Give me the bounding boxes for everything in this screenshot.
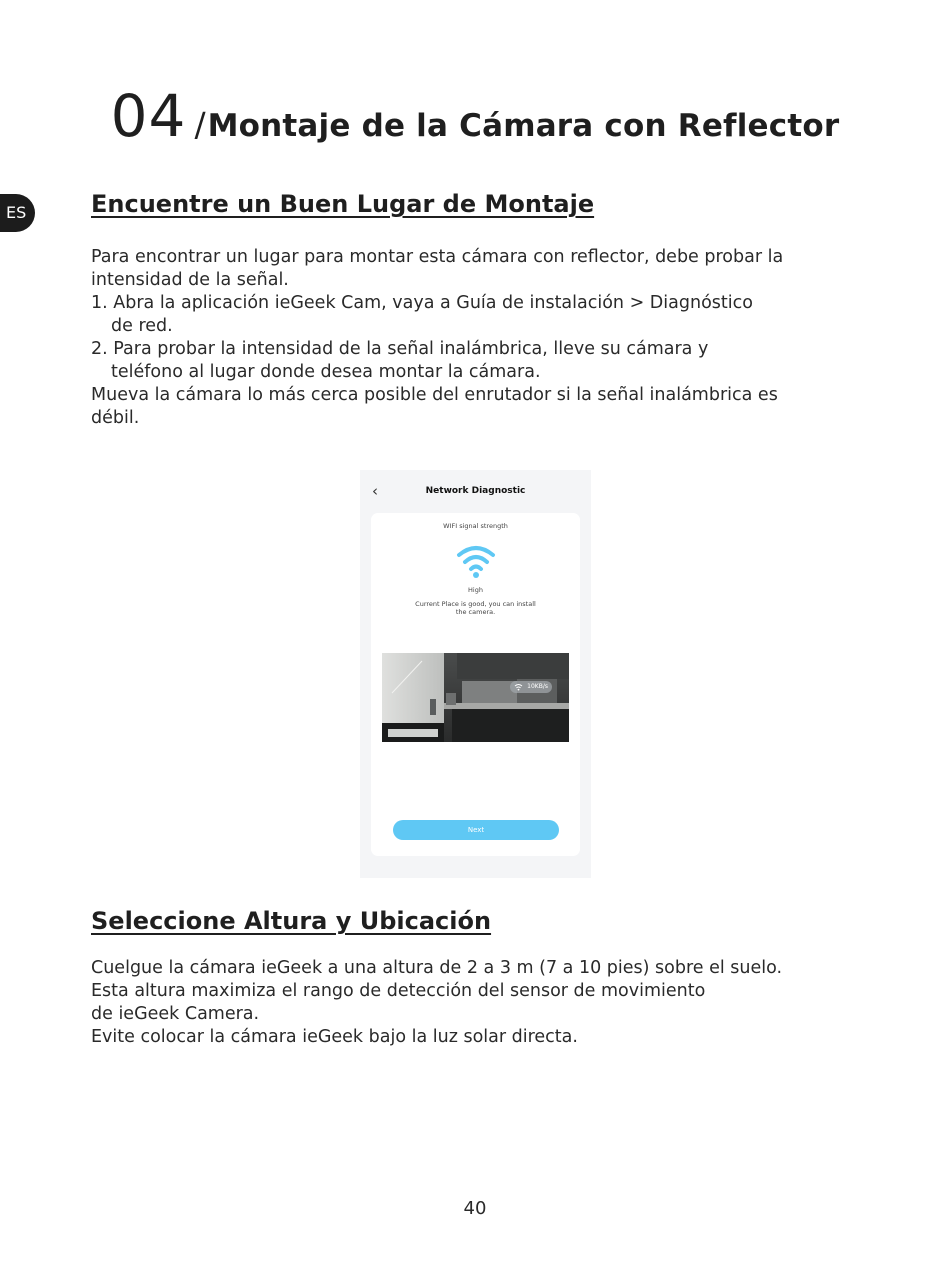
text-line: de ieGeek Camera. [91, 1004, 260, 1024]
signal-level: High [468, 586, 483, 594]
page-number: 40 [463, 1198, 487, 1219]
signal-strength-label: WIFI signal strength [443, 522, 508, 530]
diagnostic-card [371, 513, 580, 856]
section-body-mounting-place [91, 246, 881, 430]
list-item-2: 2. Para probar la intensidad de la señal inalámbrica, lleve su cámara y [91, 339, 709, 359]
section-body-height-location [91, 957, 881, 1049]
list-item-1-cont: de red. [111, 316, 173, 336]
text-line: Para encontrar un lugar para montar esta cámara con reflector, debe probar la [91, 247, 784, 267]
chapter-title [0, 82, 950, 150]
text-line: intensidad de la señal. [91, 270, 289, 290]
chapter-heading: Montaje de la Cámara con Reflector [207, 108, 840, 144]
speed-badge [510, 681, 552, 693]
speed-value: 10KB/s [527, 683, 548, 690]
list-item-2-cont: teléfono al lugar donde desea montar la cámara. [111, 362, 541, 382]
kitchen-photo [382, 653, 569, 742]
signal-message-line-2: the camera. [455, 608, 496, 616]
text-line: Cuelgue la cámara ieGeek a una altura de 2 a 3 m (7 a 10 pies) sobre el suelo. [91, 958, 783, 978]
text-line: Mueva la cámara lo más cerca posible del enrutador si la señal inalámbrica es [91, 385, 778, 405]
phone-screenshot [360, 470, 591, 878]
language-tab [0, 194, 35, 232]
wifi-icon [456, 542, 496, 580]
chapter-separator: / [194, 105, 206, 144]
phone-screen-title: Network Diagnostic [425, 486, 526, 496]
list-item-1: 1. Abra la aplicación ieGeek Cam, vaya a Guía de instalación > Diagnóstico [91, 293, 753, 313]
chapter-number: 04 [110, 82, 187, 150]
mini-wifi-icon [514, 683, 523, 691]
section-heading-height-location: Seleccione Altura y Ubicación [91, 907, 492, 935]
text-line: Esta altura maximiza el rango de detección del sensor de movimiento [91, 981, 706, 1001]
next-button[interactable]: Next [393, 820, 559, 840]
language-label: ES [6, 203, 27, 222]
text-line: Evite colocar la cámara ieGeek bajo la luz solar directa. [91, 1027, 578, 1047]
section-heading-mounting-place: Encuentre un Buen Lugar de Montaje [91, 190, 595, 218]
chevron-left-icon[interactable]: ‹ [372, 482, 378, 500]
signal-message-line-1: Current Place is good, you can install [415, 600, 536, 608]
text-line: débil. [91, 408, 140, 428]
